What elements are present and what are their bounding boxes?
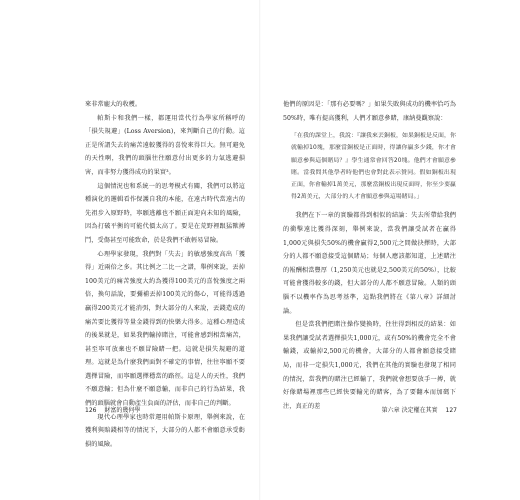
left-page-body — [85, 98, 245, 451]
body-paragraph: 我們在下一章的實驗都得到相似的結論：失去所帶給我們的衝擊遠比獲得深刻，舉例來說，當我們讓受試者在贏得1,000元與損失50%的機會贏得2,500元之間做抉擇時，大部分的人都不願意接受這個賭局；每個人應該都知道，上述賭注的報酬相當豐厚（1,250美元也就是2,500美元的50%），比較可能會獲得較多的錢，但大部分的人都不願意冒險。人類的頭腦不以機率作為思考基準，這點我們將在《第八章》詳細討論。 — [283, 212, 456, 315]
body-paragraph: 但是當我們把賭注操作變換時，往往得到相反的結果：如果我們讓受試者選擇損失1,000元，或有50%的機會完全不會輸錢，或輸掉2,500元的機會，大部分的人都會願意接受賭局，而非一定損失1,000元，我們在其他的實驗也發現了相同的情況，當我們的賭注已經輸了，我們就會想要放手一搏，就好像賭場裡那些已經快要輸光的賭客，為了要翻本而加碼下注，真正的差 — [283, 321, 456, 410]
left-page-footer — [85, 407, 140, 415]
body-paragraph: 心理學家發現，我們對「失去」的敏感強度高出「獲得」近兩倍之多。其比例之二比一之譜，舉例來說，丟掉100美元的痛苦強度大約為獲得100美元的喜悅強度之兩倍，換句話說，要彌補丟掉100美元的傷心，可能得透過贏得200美元才能消弭，對大部分的人來說，丟錢造成的痛苦要比獲得等量金錢得到的快樂大得多。這種心理造成的後果就是，如果我們輸掉賭注，可能會感到相當痛苦，甚至寧可放棄也不願冒險賭一把。這就是損失規避的道理。這就是為什麼我們面對不確定的事情，往往寧願不要選擇冒險，而寧願選擇穩當的路徑。這是人的天性，我們不願意輸；但為什麼不願意輸，而非自己的行為結果，我們的頭腦就會自動產生負面的評估，而非自己的判斷。 — [85, 250, 245, 408]
right-page-footer — [382, 407, 457, 415]
running-head-chapter: 第六章 — [381, 407, 400, 414]
block-quote: 「在我的課堂上，我說：『讓我來丟銅板，如果銅板是反面，你就輸掉10塊，那麼當銅板是正面時，得讓你贏多少錢，你才會願意參與這個賭局？』學生通常會回答20塊。他們才會願意參賭。當我問其他學者時他們也會對此表示贊同。假如銅板出現正面，你會輸掉1萬美元，那麼當銅板出現反面時，你至少要贏得2萬美元，大部分的人才會願意參與這場賭局。」 — [291, 133, 456, 201]
body-paragraph: 他們的原因是：「那有必要嗎？」如果失敗與成功的機率恰巧為50%時，唯有提高獲利，人們才願意參賭，康納曼觀察說： — [283, 101, 456, 122]
body-paragraph: 來非常龐大的收穫。 — [85, 101, 142, 108]
body-paragraph: 現代心理學家也時常運用帕斯卡原理，舉例來說，在獲利與賠錢相等的情況下，大部分的人都不會願意承受虧損的風險。 — [85, 413, 245, 448]
right-page-body — [283, 98, 456, 413]
page-number: 126 — [85, 407, 97, 414]
body-paragraph: 帕斯卡和我們一樣，都運用當代行為學家所稱呼的「損失規避」(Loss Aversion)，來判斷自己的行動。這正是所謂失去的痛苦遠較獲得的喜悅來得巨大。無可避免的天性啊，我們的頭腦往往願意付出更多的力氣逃避損害，而非努力獲得成功的果實³。 — [85, 114, 245, 176]
page-number: 127 — [445, 407, 457, 414]
running-head: 財富的幾何學 — [104, 407, 141, 414]
running-head: 決定權在其實 — [401, 407, 438, 414]
body-paragraph: 這個情況也和系統一的思考模式有關，我們可以將這種演化的邏輯看作保護自我的本能，在遠古時代當遠古的先祖步入原野時，寧願逃離也不願正面迎向未知的風險，因為打破平衡的可能代價太高了。要是在荒野裡跟猛獸搏鬥，受傷甚至可能致命，於是我們不敢輕易冒險。 — [85, 182, 245, 244]
right-page — [260, 0, 520, 500]
